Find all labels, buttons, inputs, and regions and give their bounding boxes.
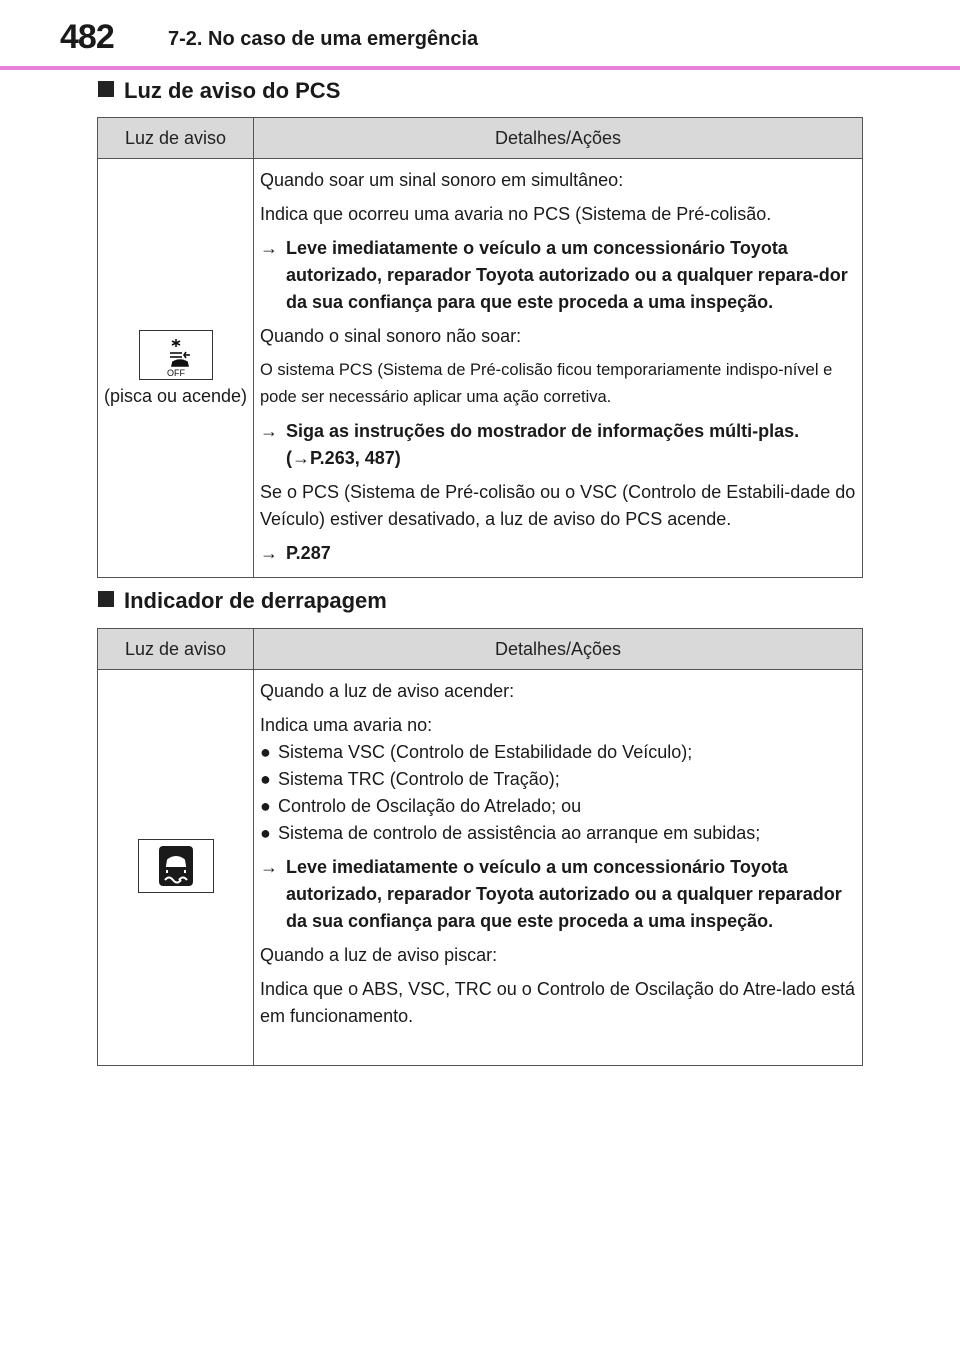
page-header: [0, 0, 960, 70]
square-bullet-icon: [98, 591, 114, 607]
column-header: Detalhes/Ações: [254, 629, 863, 670]
warning-light-cell: [98, 159, 254, 578]
bullet-dot-icon: ●: [260, 769, 271, 789]
action-instruction: → Leve imediatamente o veículo a um concessionário Toyota autorizado, reparador Toyota autorizado ou a qualquer reparador da sua confiança para que este proceda a uma inspeção.: [260, 854, 858, 935]
description-text: Indica uma avaria no:: [260, 715, 433, 735]
page-number: 482: [60, 18, 114, 56]
description-text: Indica que ocorreu uma avaria no PCS (Sistema de Pré-colisão.: [260, 204, 772, 224]
table-header-row: [98, 118, 863, 159]
list-item: ● Sistema TRC (Controlo de Tração);: [260, 766, 858, 793]
arrow-right-icon: →: [260, 543, 278, 563]
svg-text:OFF: OFF: [166, 368, 185, 378]
icon-caption: (pisca ou acende): [103, 386, 248, 406]
bullet-dot-icon: ●: [260, 823, 271, 843]
list-item: ● Controlo de Oscilação do Atrelado; ou: [260, 793, 858, 820]
page-reference: → P.287: [260, 540, 858, 567]
bullet-dot-icon: ●: [260, 796, 271, 816]
table-header-row: [98, 629, 863, 670]
list-item: ● Sistema de controlo de assistência ao arranque em subidas;: [260, 820, 858, 847]
details-cell: [254, 670, 863, 1066]
list-item: ● Sistema VSC (Controlo de Estabilidade do Veículo);: [260, 739, 858, 766]
slip-indicator-table: [97, 628, 863, 1066]
condition-text: Quando a luz de aviso acender:: [260, 681, 515, 701]
condition-text: Quando o sinal sonoro não soar:: [260, 326, 522, 346]
table-row: [98, 159, 863, 578]
column-header: Luz de aviso: [98, 629, 254, 670]
chapter-title: 7-2. No caso de uma emergência: [168, 28, 479, 50]
slip-indicator-icon: [138, 839, 214, 893]
description-text: Indica que o ABS, VSC, TRC ou o Controlo de Oscilação do Atre-lado está em funcionamento.: [260, 979, 856, 1026]
warning-light-cell: [98, 670, 254, 1066]
details-cell: [254, 159, 863, 578]
square-bullet-icon: [98, 81, 114, 97]
arrow-right-icon: →: [260, 238, 278, 258]
section-title-slip: Indicador de derrapagem: [98, 588, 387, 614]
bullet-dot-icon: ●: [260, 742, 271, 762]
condition-text: Quando soar um sinal sonoro em simultâneo:: [260, 170, 624, 190]
arrow-right-icon: →: [260, 421, 278, 441]
pcs-warning-table: [97, 117, 863, 578]
table-row: [98, 670, 863, 1066]
action-instruction: → Siga as instruções do mostrador de informações múlti-plas. (→P.263, 487): [260, 418, 858, 472]
action-instruction: → Leve imediatamente o veículo a um concessionário Toyota autorizado, reparador Toyota autorizado ou a qualquer repara-dor da sua confiança para que este proceda a uma inspeção.: [260, 235, 858, 316]
arrow-right-icon: →: [260, 857, 278, 877]
description-text: Se o PCS (Sistema de Pré-colisão ou o VSC (Controlo de Estabili-dade do Veículo) estiver desativado, a luz de aviso do PCS acende.: [260, 482, 856, 529]
description-text: O sistema PCS (Sistema de Pré-colisão ficou temporariamente indispo-nível e pode ser necessário aplicar uma ação corretiva.: [260, 361, 833, 406]
column-header: Luz de aviso: [98, 118, 254, 159]
column-header: Detalhes/Ações: [254, 118, 863, 159]
pcs-off-warning-icon: [139, 330, 213, 380]
condition-text: Quando a luz de aviso piscar:: [260, 945, 498, 965]
section-title-pcs: Luz de aviso do PCS: [98, 78, 340, 104]
